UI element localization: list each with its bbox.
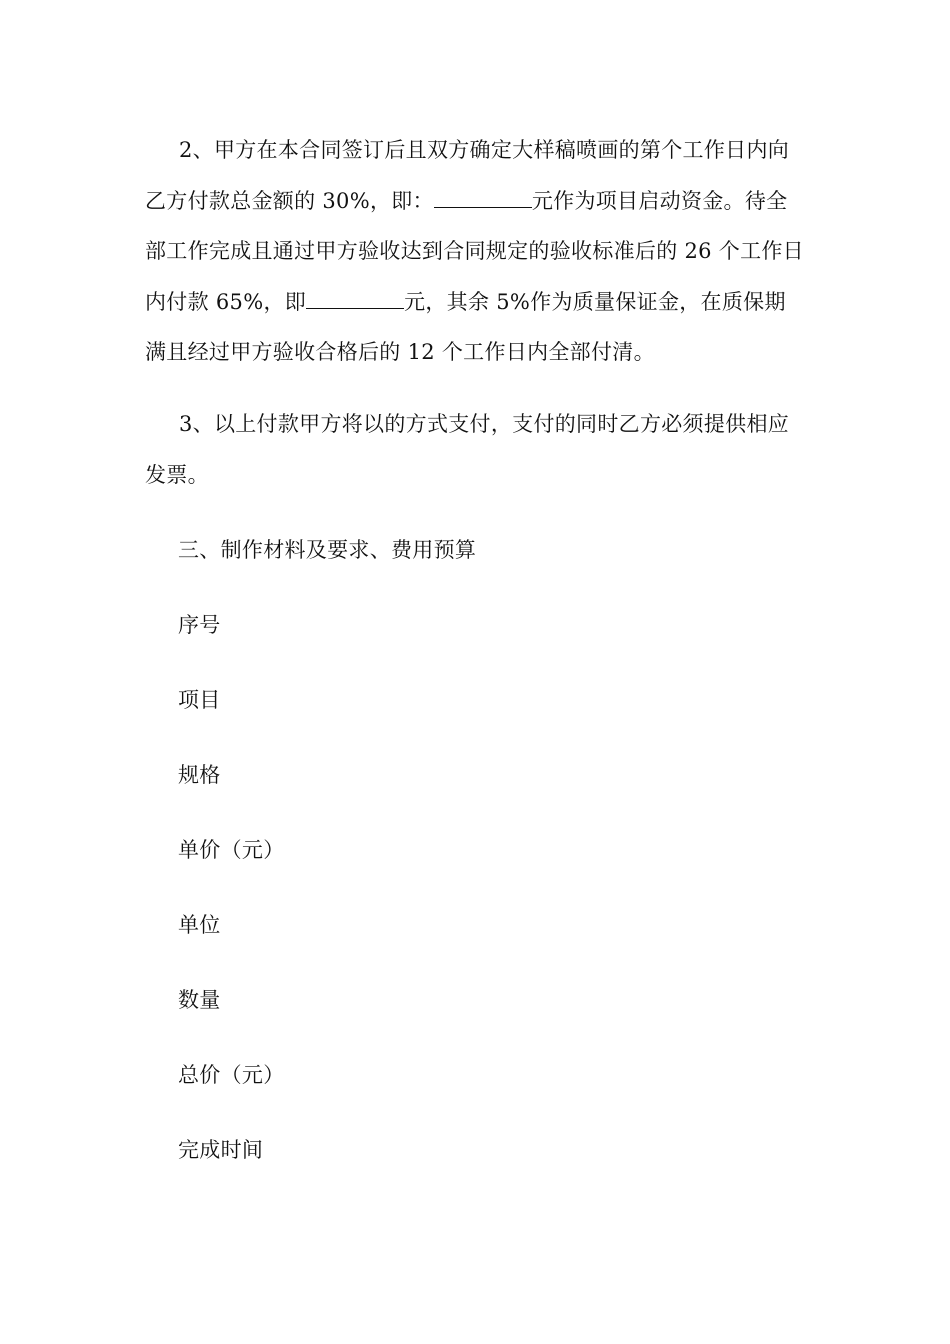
amount-blank-1	[434, 189, 532, 208]
payment-clause-2-part2: 元作为项目启动资金。待全部工作完成且通过甲方验收达到合同规定的验收标准后的 26 个工作日内付款 65%，即	[145, 188, 804, 314]
section-3-heading: 三、制作材料及要求、费用预算	[178, 538, 477, 562]
payment-clause-3: 3、以上付款甲方将以的方式支付，支付的同时乙方必须提供相应发票。	[145, 412, 790, 487]
payment-clause-2-part1: 2、甲方在本合同签订后且双方确定大样稿喷画的第个工作日内向乙方付款总金额的 30%，即：	[145, 138, 790, 213]
amount-blank-2	[306, 290, 404, 309]
field-quantity: 数量	[178, 988, 221, 1012]
field-spec: 规格	[178, 763, 221, 787]
field-item: 项目	[178, 688, 221, 712]
payment-clause-2-part3: 元，其余 5%作为质量保证金，在质保期满且经过甲方验收合格后的 12 个工作日内全部付清。	[145, 289, 786, 364]
field-total-price: 总价（元）	[178, 1063, 285, 1087]
field-unit-price: 单价（元）	[178, 838, 285, 862]
field-completion-time: 完成时间	[178, 1138, 264, 1162]
field-unit: 单位	[178, 913, 221, 937]
payment-clause-2	[145, 125, 805, 378]
field-seq: 序号	[178, 613, 221, 637]
